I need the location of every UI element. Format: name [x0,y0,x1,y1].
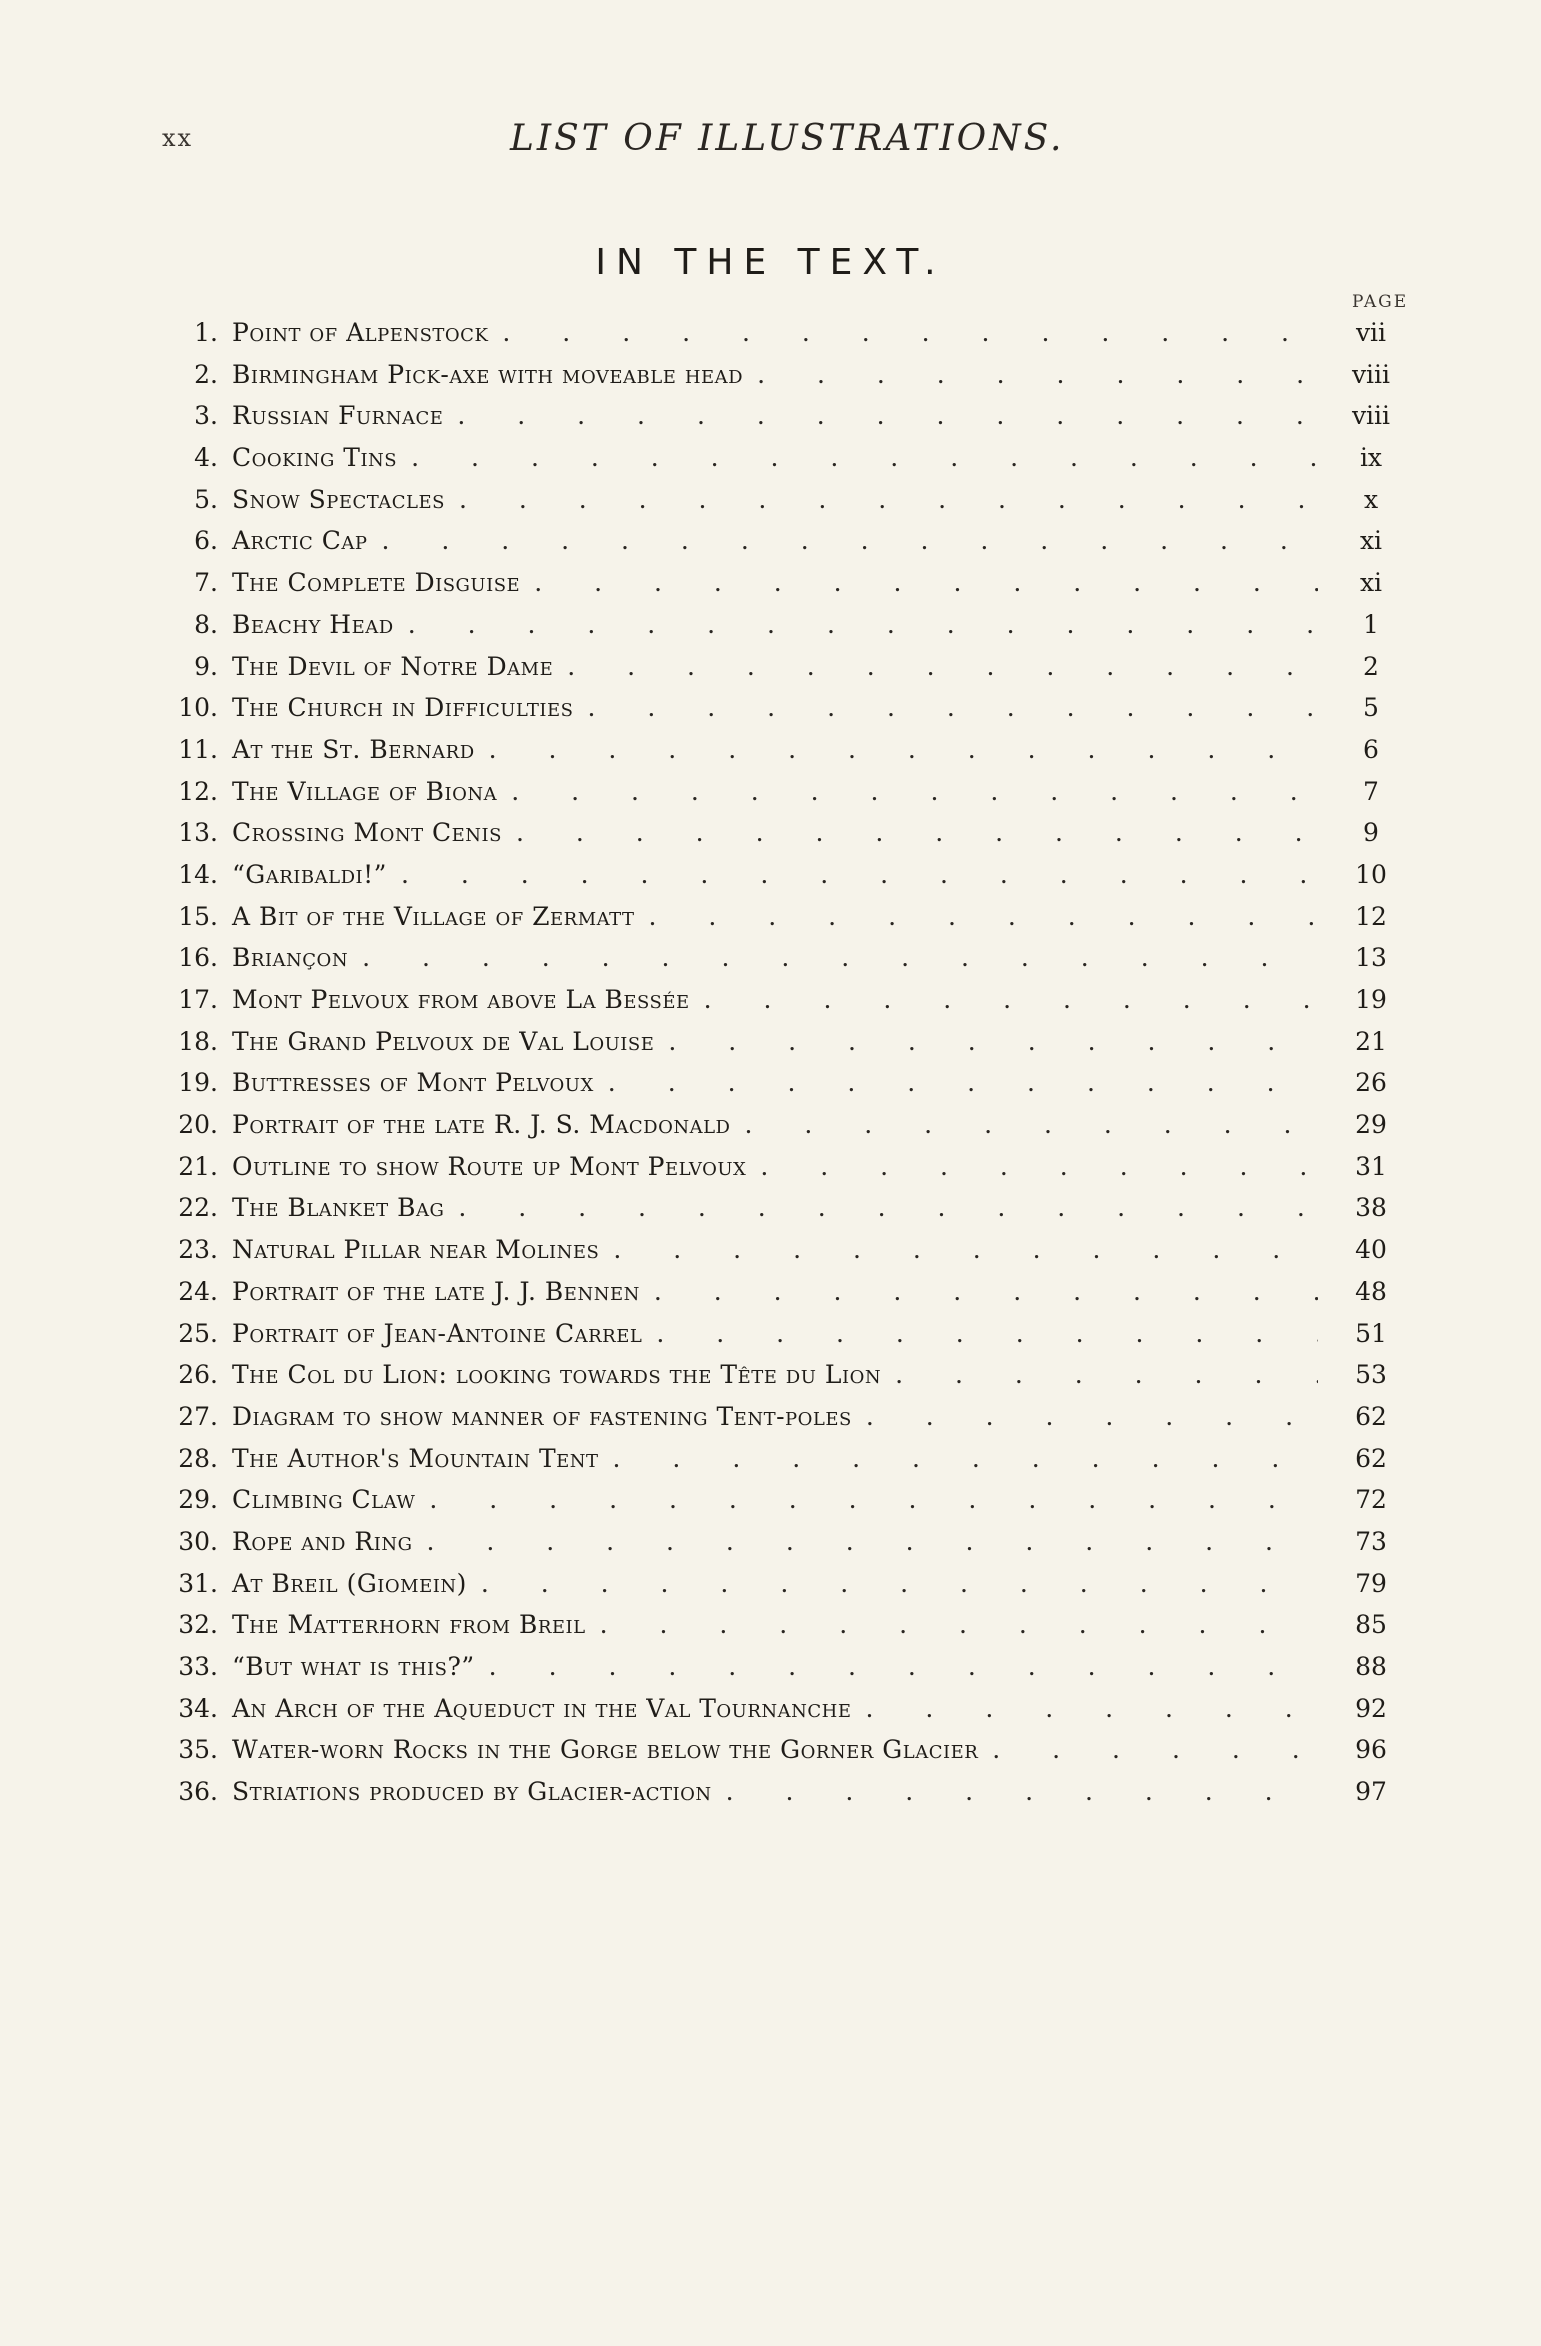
entry-number: 9. [194,651,218,681]
dot-leader [458,1187,1318,1229]
list-item [160,1313,1410,1355]
dot-leader [757,354,1318,396]
dot-leader [613,1438,1318,1480]
list-item [160,1771,1410,1813]
entry-number: 26. [178,1360,218,1390]
list-item [160,1229,1410,1271]
entry-page: xi [1359,526,1383,556]
entry-number: 5. [194,484,218,514]
entry-title: The Village of Biona [232,776,498,806]
entry-title: The Author's Mountain Tent [232,1443,599,1473]
entry-title: Diagram to show manner of fastening Tent-poles [232,1401,852,1431]
dot-leader [613,1229,1318,1271]
list-item [160,1729,1410,1771]
dot-leader [656,1313,1318,1355]
dot-leader [866,1396,1318,1438]
entry-title: Portrait of Jean-Antoine Carrel [232,1318,643,1348]
entry-number: 19. [178,1068,218,1098]
entry-number: 6. [194,526,218,556]
entry-number: 7. [194,568,218,598]
list-item [160,771,1410,813]
entry-number: 29. [178,1485,218,1515]
entry-number: 17. [178,985,218,1014]
entry-number: 15. [178,901,218,931]
entry-page: 62 [1355,1401,1387,1431]
entry-page: 53 [1355,1360,1387,1390]
entry-title: The Devil of Notre Dame [232,651,554,681]
dot-leader [481,1563,1318,1605]
entry-title: Point of Alpenstock [232,318,489,347]
entry-number: 22. [178,1193,218,1223]
dot-leader [654,1271,1318,1313]
entry-title: Rope and Ring [232,1526,413,1556]
list-item [160,562,1410,604]
entry-title: The Blanket Bag [232,1193,445,1223]
entry-number: 2. [194,359,218,389]
entry-title: Water-worn Rocks in the Gorge below the Gorner Glacier [232,1735,979,1765]
list-item [160,1146,1410,1188]
list-item [160,854,1410,896]
entry-page: 62 [1355,1443,1387,1473]
entry-page: viii [1351,359,1391,389]
list-item [160,479,1410,521]
entry-title: A Bit of the Village of Zermatt [232,901,635,931]
list-item [160,1021,1410,1063]
entry-page: 31 [1355,1151,1387,1181]
entry-number: 12. [178,776,218,806]
list-item [160,520,1410,562]
list-item [160,1563,1410,1605]
entry-title: Cooking Tins [232,443,398,473]
entry-page: 13 [1355,943,1387,973]
entry-title: An Arch of the Aqueduct in the Val Tournanche [232,1693,852,1723]
dot-leader [362,937,1318,979]
entry-page: 21 [1355,1026,1387,1056]
list-item [160,812,1410,854]
entry-page: 72 [1355,1485,1387,1515]
list-item [160,1271,1410,1313]
dot-leader [760,1146,1318,1188]
list-item [160,1354,1410,1396]
entry-title: Portrait of the late R. J. S. Macdonald [232,1110,731,1140]
entry-page: 19 [1355,985,1387,1014]
dot-leader [459,479,1318,521]
entry-page: 51 [1355,1318,1387,1348]
dot-leader [411,437,1318,479]
entry-title: Striations produced by Glacier-action [232,1777,712,1807]
entry-title: Briançon [232,943,349,973]
dot-leader [401,854,1318,896]
entry-number: 24. [178,1276,218,1306]
entry-page: viii [1351,401,1391,431]
entry-page: 40 [1355,1235,1387,1265]
entry-page: 1 [1363,609,1379,639]
entry-title: “But what is this?” [232,1652,475,1681]
entry-page: 6 [1363,734,1379,764]
list-item [160,1604,1410,1646]
entry-title: The Church in Difficulties [232,693,574,723]
entry-page: x [1363,484,1379,514]
entry-page: 92 [1355,1693,1387,1723]
entry-page: 29 [1355,1110,1387,1140]
entry-page: 85 [1355,1610,1387,1640]
entry-number: 23. [178,1235,218,1265]
entry-title: Mont Pelvoux from above La Bessée [232,985,690,1014]
entry-number: 28. [178,1443,218,1473]
list-item [160,1438,1410,1480]
dot-leader [511,771,1318,813]
entry-title: Birmingham Pick-axe with moveable head [232,359,744,389]
entry-page: 12 [1355,901,1387,931]
dot-leader [704,979,1318,1021]
list-item [160,1187,1410,1229]
running-title: LIST OF ILLUSTRATIONS. [510,118,1065,159]
entry-title: Arctic Cap [232,526,368,556]
list-item [160,687,1410,729]
entry-number: 16. [178,943,218,973]
entry-title: Buttresses of Mont Pelvoux [232,1068,594,1098]
dot-leader [381,520,1318,562]
entry-title: The Matterhorn from Breil [232,1610,586,1640]
entry-number: 4. [194,443,218,473]
page-number: xx [162,124,194,152]
entry-page: xi [1359,568,1383,598]
list-item [160,604,1410,646]
entry-title: Portrait of the late J. J. Bennen [232,1276,640,1306]
illustrations-list [160,312,1410,1813]
entry-page: 96 [1355,1735,1387,1765]
entry-page: 2 [1363,651,1379,681]
list-item [160,896,1410,938]
list-item [160,1521,1410,1563]
dot-leader [866,1688,1318,1730]
entry-title: Crossing Mont Cenis [232,818,502,848]
entry-number: 36. [178,1777,218,1807]
dot-leader [649,896,1319,938]
entry-number: 18. [178,1026,218,1056]
dot-leader [668,1021,1318,1063]
entry-number: 10. [178,693,218,723]
entry-page: 97 [1355,1777,1387,1807]
entry-title: Outline to show Route up Mont Pelvoux [232,1151,747,1181]
entry-title: The Col du Lion: looking towards the Tête du Lion [232,1360,882,1390]
list-item [160,354,1410,396]
entry-title: Climbing Claw [232,1485,416,1515]
list-item [160,1688,1410,1730]
entry-number: 11. [178,734,218,764]
entry-page: 73 [1355,1526,1387,1556]
dot-leader [567,646,1318,688]
page-column-label: PAGE [1352,292,1409,312]
entry-page: 9 [1363,818,1379,848]
list-item [160,1062,1410,1104]
entry-number: 8. [194,609,218,639]
entry-number: 31. [178,1568,218,1598]
entry-page: ix [1359,443,1383,473]
entry-page: 5 [1363,693,1379,723]
dot-leader [457,395,1318,437]
entry-number: 21. [178,1151,218,1181]
list-item [160,1646,1410,1688]
list-item [160,312,1410,354]
running-head [0,118,1541,158]
section-title: IN THE TEXT. [595,242,946,283]
entry-title: The Grand Pelvoux de Val Louise [232,1026,655,1056]
entry-number: 3. [194,401,218,431]
entry-title: At Breil (Giomein) [232,1568,467,1598]
entry-title: The Complete Disguise [232,568,521,598]
list-item [160,437,1410,479]
list-item [160,1479,1410,1521]
entry-page: 38 [1355,1193,1387,1223]
entry-page: 79 [1355,1568,1387,1598]
entry-number: 32. [178,1610,218,1640]
list-item [160,729,1410,771]
entry-title: “Garibaldi!” [232,859,387,889]
entry-page: 26 [1355,1068,1387,1098]
entry-number: 30. [178,1526,218,1556]
entry-number: 33. [178,1652,218,1681]
dot-leader [408,604,1318,646]
list-item [160,1104,1410,1146]
list-item [160,646,1410,688]
entry-page: 7 [1363,776,1379,806]
entry-page: 88 [1355,1652,1387,1681]
entry-title: Snow Spectacles [232,484,445,514]
entry-number: 1. [194,318,218,347]
entry-page: vii [1355,318,1387,347]
entry-number: 14. [178,859,218,889]
entry-title: Beachy Head [232,609,394,639]
entry-title: Natural Pillar near Molines [232,1235,600,1265]
dot-leader [502,312,1318,354]
dot-leader [600,1604,1318,1646]
dot-leader [895,1354,1318,1396]
list-item [160,1396,1410,1438]
dot-leader [489,729,1318,771]
entry-title: At the St. Bernard [232,734,475,764]
entry-number: 25. [178,1318,218,1348]
dot-leader [426,1521,1318,1563]
dot-leader [588,687,1319,729]
entry-number: 13. [178,818,218,848]
list-item [160,395,1410,437]
entry-page: 10 [1355,859,1387,889]
dot-leader [726,1771,1318,1813]
entry-page: 48 [1355,1276,1387,1306]
entry-number: 20. [178,1110,218,1140]
dot-leader [516,812,1318,854]
entry-title: Russian Furnace [232,401,444,431]
dot-leader [489,1646,1318,1688]
entry-number: 34. [178,1693,218,1723]
entry-number: 27. [178,1401,218,1431]
dot-leader [429,1479,1318,1521]
dot-leader [608,1062,1318,1104]
list-item [160,979,1410,1021]
list-item [160,937,1410,979]
dot-leader [534,562,1318,604]
dot-leader [992,1729,1318,1771]
entry-number: 35. [178,1735,218,1765]
dot-leader [745,1104,1319,1146]
